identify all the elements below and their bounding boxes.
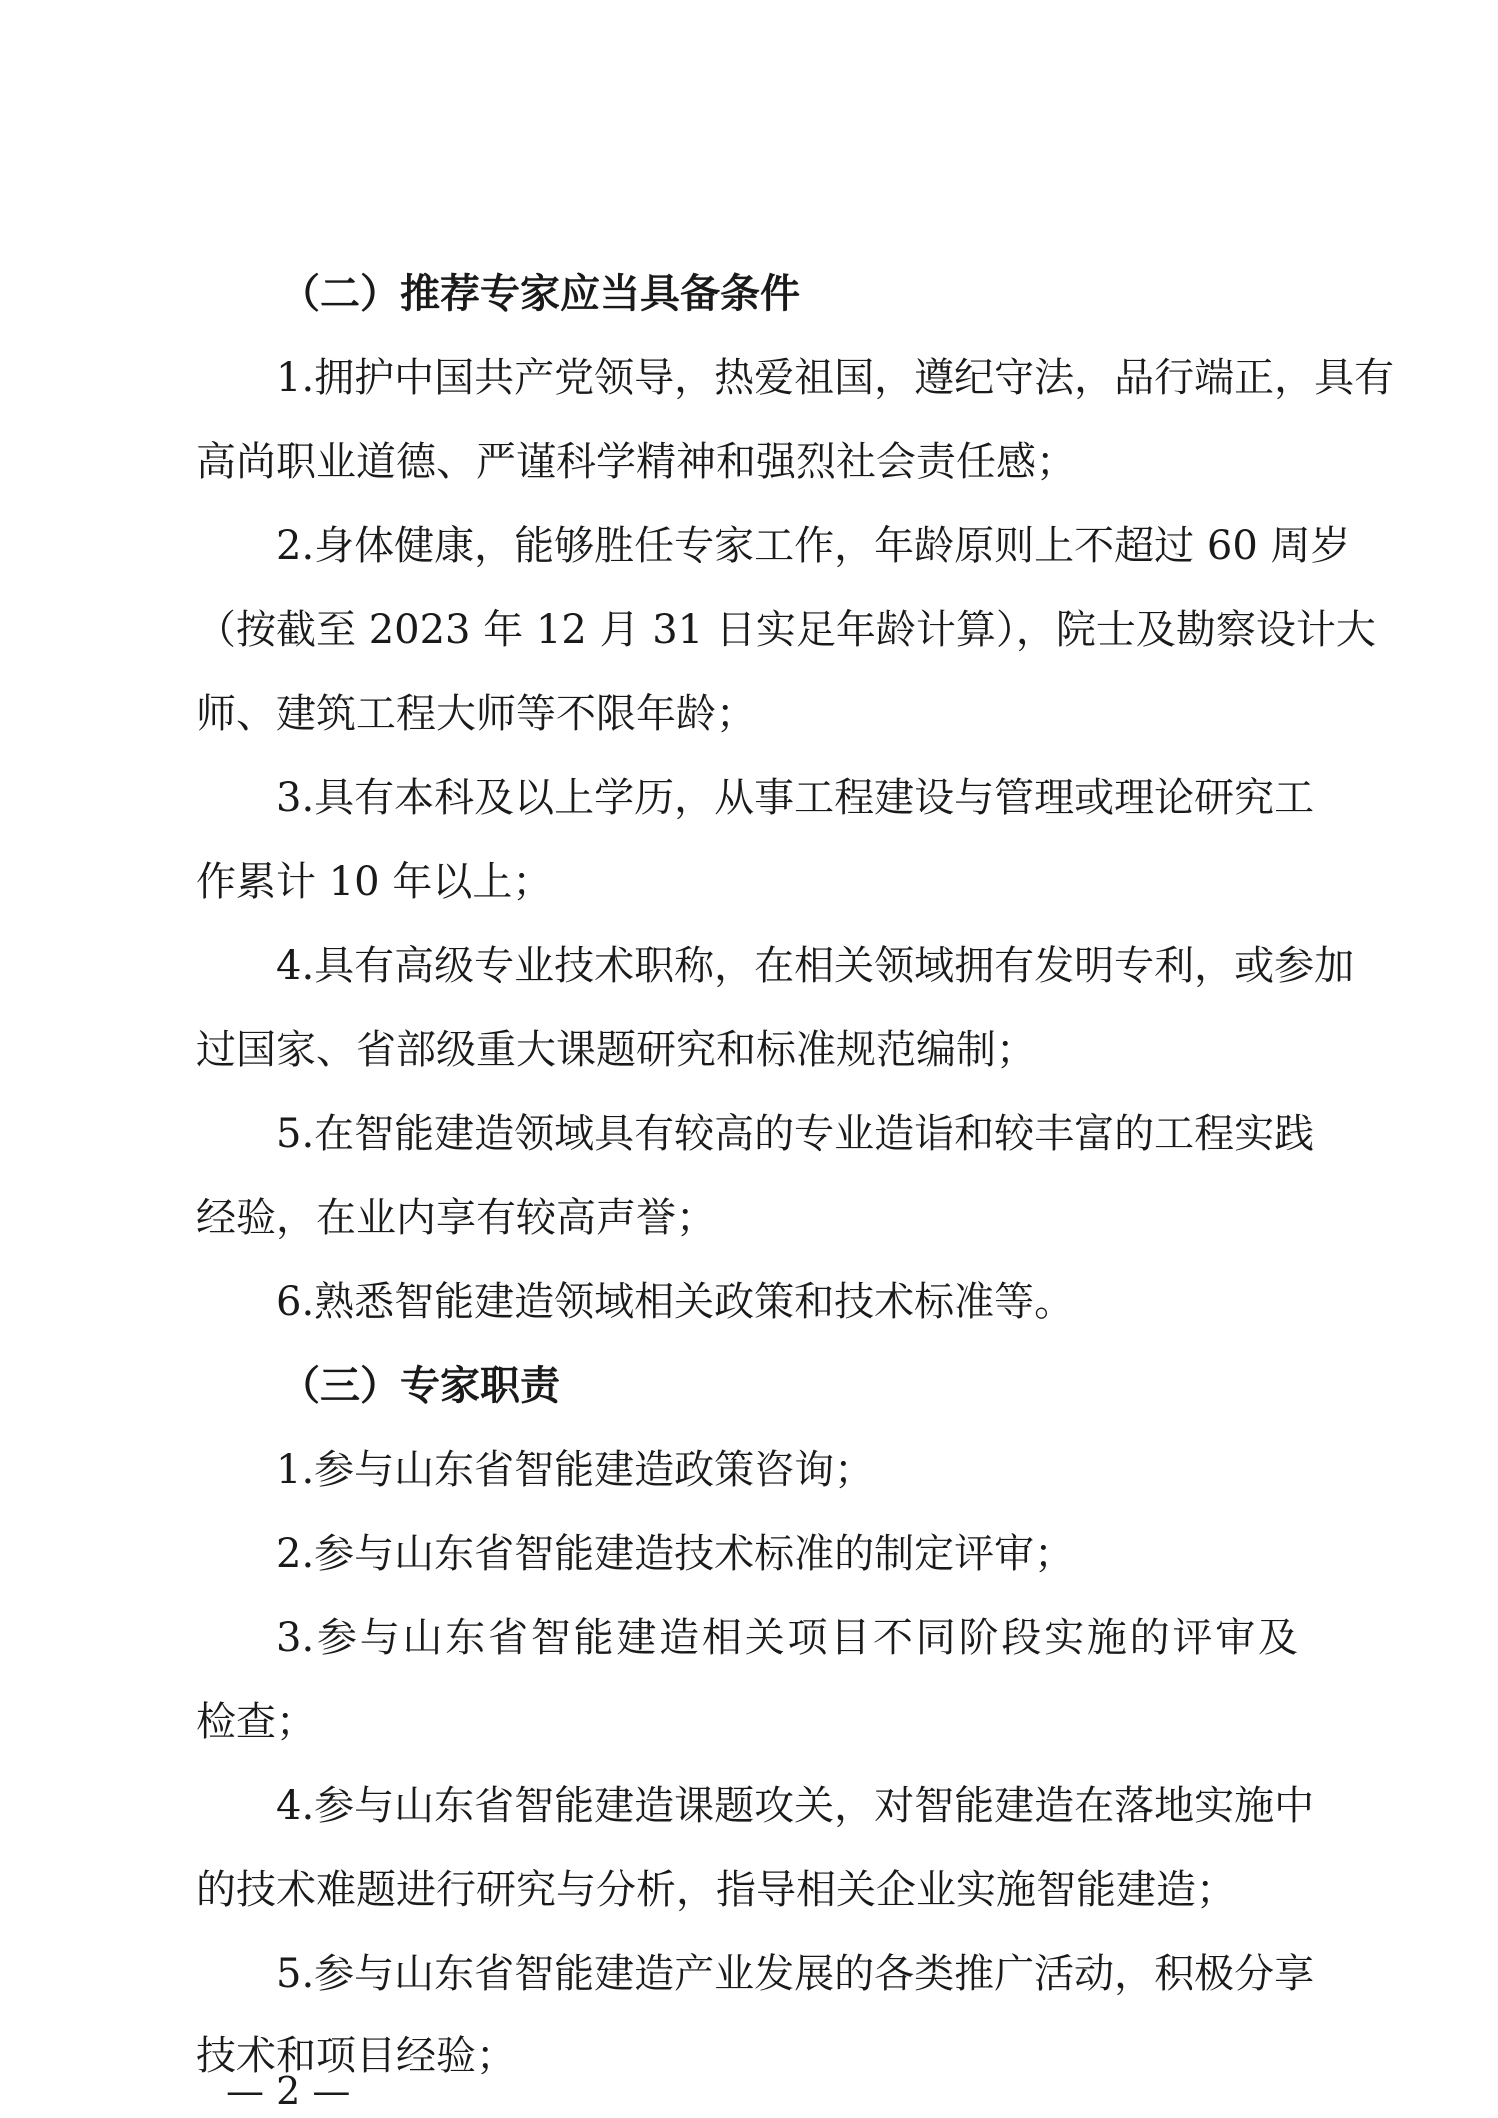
paragraph-line: 作累计 10 年以上；: [196, 859, 553, 905]
paragraph-line: 1.参与山东省智能建造政策咨询；: [276, 1447, 875, 1493]
paragraph-line: 2.身体健康，能够胜任专家工作，年龄原则上不超过 60 周岁: [276, 523, 1351, 569]
paragraph-line: 5.参与山东省智能建造产业发展的各类推广活动，积极分享: [276, 1951, 1315, 1997]
paragraph-line: （按截至 2023 年 12 月 31 日实足年龄计算），院士及勘察设计大: [196, 607, 1376, 653]
paragraph-line: 2.参与山东省智能建造技术标准的制定评审；: [276, 1531, 1075, 1577]
paragraph-line: 过国家、省部级重大课题研究和标准规范编制；: [196, 1027, 1036, 1073]
section-heading-conditions: （二）推荐专家应当具备条件: [280, 270, 800, 317]
paragraph-line: 4.参与山东省智能建造课题攻关，对智能建造在落地实施中: [276, 1783, 1315, 1829]
paragraph-line: 的技术难题进行研究与分析，指导相关企业实施智能建造；: [196, 1867, 1236, 1913]
paragraph-line: 1.拥护中国共产党领导，热爱祖国，遵纪守法，品行端正，具有: [276, 355, 1395, 401]
paragraph-line: 6.熟悉智能建造领域相关政策和技术标准等。: [276, 1279, 1075, 1325]
section-heading-duties: （三）专家职责: [280, 1362, 560, 1409]
paragraph-line: 经验，在业内享有较高声誉；: [196, 1195, 716, 1241]
paragraph-line: 师、建筑工程大师等不限年龄；: [196, 691, 756, 737]
paragraph-line: 高尚职业道德、严谨科学精神和强烈社会责任感；: [196, 439, 1076, 485]
paragraph-line: 4.具有高级专业技术职称，在相关领域拥有发明专利，或参加: [276, 943, 1355, 989]
paragraph-line: 检查；: [196, 1699, 316, 1745]
paragraph-line: 3.具有本科及以上学历，从事工程建设与管理或理论研究工: [276, 775, 1315, 821]
page-number: — 2 —: [226, 2069, 351, 2113]
paragraph-line: 3.参与山东省智能建造相关项目不同阶段实施的评审及: [276, 1615, 1298, 1661]
paragraph-line: 技术和项目经验；: [196, 2033, 516, 2079]
paragraph-line: 5.在智能建造领域具有较高的专业造诣和较丰富的工程实践: [276, 1111, 1315, 1157]
